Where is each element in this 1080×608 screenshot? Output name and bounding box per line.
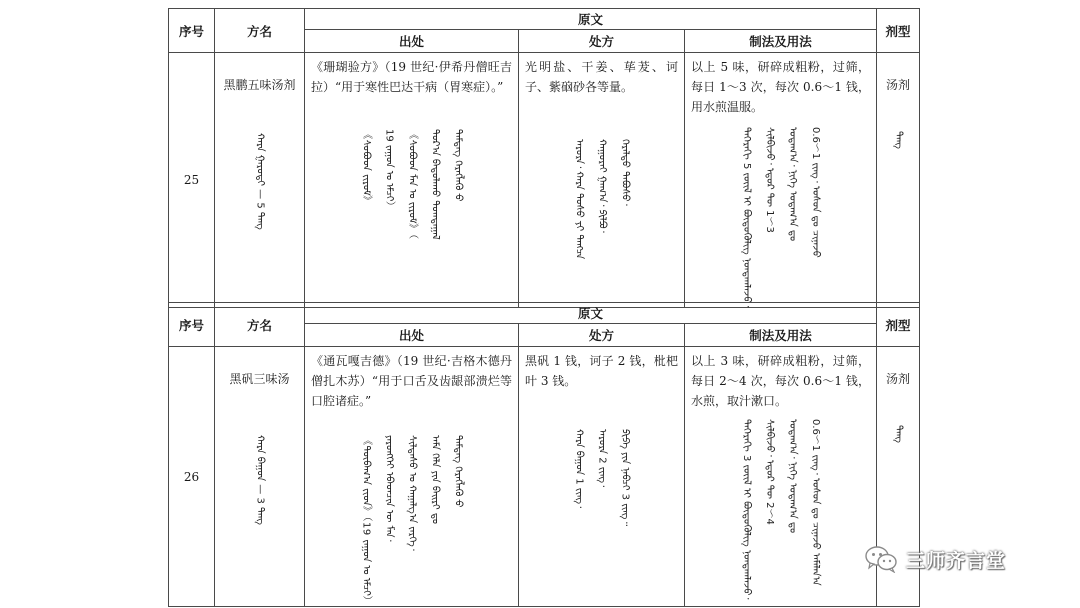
wechat-watermark [864, 545, 1006, 573]
row-form-cn: 汤剂 [885, 78, 910, 92]
row-prescription-cell [519, 53, 685, 308]
header-preparation: 制法及用法 [685, 30, 877, 53]
header-name: 方名 [215, 303, 305, 347]
row-form-cn: 汤剂 [885, 372, 910, 386]
row-source-cell [305, 347, 519, 607]
row-preparation-cell [685, 53, 877, 308]
row-source-mn-line: ᠲᠡᠮᠳᠡᠭ ᠬᠡᠷᠡᠭᠯᠡᠬᠦ ᠊ᠦ [452, 129, 464, 202]
row-prescription-cell [519, 347, 685, 607]
row-source-mn-block [305, 99, 518, 240]
row-prescription-cn: 光明盐、干姜、荜茇、诃子、紫硇砂各等量。 [525, 60, 678, 94]
row-source-mn-line: 《ᠰᠣᠪᠤᠳ ᠮᠡᠨ ᠤ ᠵᠢᠷᠦᠮ》（ [406, 129, 418, 240]
row-preparation-mn-line: 0.6～1 ᠵᠢᠩ᠂ ᠤᠰᠤᠨ ᠳᠤ ᠴᠢᠨᠠᠵᠤ ᠠᠮᠠᠯᠠᠨ᠎ᠠ [810, 419, 821, 586]
row-preparation-mn-line: ᠳᠡᠭᠡᠷᠡᠬᠢ 5 ᠵᠦᠢᠯ ᠢ ᠪᠦᠳᠦᠭᠦᠯᠢᠭ ᠨᠤᠨᠳᠠᠭᠯᠠᠵᠤ᠂ [741, 127, 752, 308]
row-name-cn: 黑矾三味汤 [229, 372, 290, 386]
table-row [169, 53, 920, 308]
row-name-mn: ᠬᠠᠷᠠ ᠭᠠᠷᠤᠳᠢ — 5 ᠲᠠᠩ [254, 133, 266, 230]
row-source-mn-line: ᠶᠡᠷᠦᠩᠬᠡᠢ ᠡᠪᠡᠳᠴᠢᠨ ᠦ ᠮᠡᠨ᠂ [383, 435, 395, 542]
header-form: 剂型 [877, 303, 920, 347]
row-source-mn-line: 19 ᠵᠠᠭᠤᠨ ᠤ ᠡᠮᠴᠢ） [383, 129, 395, 212]
header-original: 原文 [305, 303, 877, 324]
header-form: 剂型 [877, 9, 920, 53]
row-source-cell [305, 53, 519, 308]
row-preparation-mn-line: ᠰᠢᠯᠪᠢᠵᠦ᠂ ᠡᠳᠦᠷ ᠲᠦ 2～4 [764, 419, 775, 525]
header-preparation: 制法及用法 [685, 324, 877, 347]
header-seq: 序号 [169, 303, 215, 347]
row-prescription-cn: 黑矾 1 钱，诃子 2 钱，枇杷叶 3 钱。 [525, 354, 678, 388]
row-seq: 26 [169, 347, 215, 607]
row-source-mn-line: ᠳᠤᠷ᠎ᠠ ᠪᠠᠲᠤᠯᠠᠬᠤ ᠲᠣᠭᠲᠠᠭᠠᠯ [429, 129, 441, 240]
row-source-cn: 《珊瑚验方》（19 世纪·伊希丹僧旺吉拉）“用于寒性巴达干病（胃寒症）。” [311, 60, 512, 94]
header-seq: 序号 [169, 9, 215, 53]
formula-table-26 [168, 302, 920, 607]
row-prescription-mn-line: ᠠᠷᠤᠷᠠ 2 ᠵᠢᠩ᠂ [596, 429, 608, 488]
row-name-cn: 黑鹏五味汤剂 [223, 78, 296, 92]
row-name-mn: ᠬᠠᠷᠠ ᠪᠠᠭᠤᠨ — 3 ᠲᠠᠩ [254, 435, 266, 525]
row-form-mn: ᠲᠠᠩ [893, 131, 904, 149]
header-source: 出处 [305, 30, 519, 53]
row-preparation-mn-block [685, 413, 876, 599]
row-source-mn-line: ᠰᠢᠯᠳᠡᠰᠦ ᠤ ᠬᠠᠭᠠᠯᠭ᠎ᠠ ᠵᠡᠷᠭᠡ᠂ [406, 435, 418, 551]
table-row [169, 347, 920, 607]
row-name-mn-block [215, 97, 304, 230]
row-source-mn-line: 《ᠰᠣᠪᠤᠳ ᠵᠢᠷᠦᠮ》 [360, 129, 372, 207]
header-original: 原文 [305, 9, 877, 30]
row-prescription-mn-line: ᠫᠢᠫᠠ ᠶᠢᠨ ᠨᠠᠪᠴᠢ 3 ᠵᠢᠩ᠃ [619, 429, 631, 527]
row-preparation-cn: 以上 3 味，研碎成粗粉，过筛，每日 2～4 次，每次 0.6～1 钱，水煎，取汁漱口。 [691, 354, 870, 408]
row-source-mn-line: ᠠᠮᠠ ᠬᠡᠯᠡ ᠶᠢᠨ ᠪᠠᠢᠷᠢ ᠳᠤ [429, 435, 441, 524]
row-prescription-mn-line: ᠠᠷᠤᠷᠠ᠂ ᠬᠠᠷᠠ ᠲᠤᠰᠤ ᠊ᠶᠢ ᠲᠡᠩᠴᠡ [573, 139, 585, 260]
row-prescription-mn-block [519, 99, 684, 259]
row-seq: 25 [169, 53, 215, 308]
header-prescription: 处方 [519, 30, 685, 53]
header-name: 方名 [215, 9, 305, 53]
row-source-mn-block [305, 413, 518, 606]
row-prescription-mn-line: ᠭᠡᠷᠡᠯᠲᠦ ᠳᠠᠪᠤᠰᠤ᠂ [619, 139, 631, 206]
row-preparation-mn-line: ᠰᠢᠯᠪᠢᠵᠦ᠂ ᠡᠳᠦᠷ ᠲᠦ 1～3 [764, 127, 775, 233]
row-preparation-mn-line: ᠤᠳᠠᠭ᠎ᠠ᠂ ᠨᠢᠭᠡ ᠤᠳᠠᠭ᠎ᠠ ᠳᠤ [787, 127, 798, 242]
row-preparation-cn: 以上 5 味，研碎成粗粉，过筛，每日 1～3 次，每次 0.6～1 钱，用水煎温服。 [691, 60, 870, 114]
row-preparation-mn-block [685, 119, 876, 307]
row-source-cn: 《通瓦嘎吉德》（19 世纪·吉格木德丹僧扎木苏）“用于口舌及齿龈部溃烂等口腔诸症。” [311, 354, 512, 408]
row-source-mn-line: ᠲᠡᠮᠳᠡᠭ ᠬᠡᠷᠡᠭᠯᠡᠬᠦ ᠊ᠦ [452, 435, 464, 508]
formula-table-25 [168, 8, 920, 308]
row-prescription-mn-block [519, 393, 684, 526]
row-preparation-mn-line: ᠳᠡᠭᠡᠷᠡᠬᠢ 3 ᠵᠦᠢᠯ ᠢ ᠪᠦᠳᠦᠭᠦᠯᠢᠭ ᠨᠤᠨᠳᠠᠭᠯᠠᠵᠤ᠂ [741, 419, 752, 600]
row-preparation-cell [685, 347, 877, 607]
row-form-mn: ᠲᠠᠩ [893, 425, 904, 443]
header-source: 出处 [305, 324, 519, 347]
wechat-icon [864, 545, 898, 573]
row-form-cell [877, 53, 920, 308]
row-source-mn-line: 《ᠲᠦᠪᠠᠭ᠎ᠠ ᠵᠢᠳ》（19 ᠵᠠᠭᠤᠨ ᠤ ᠡᠮᠴᠢ） [360, 435, 372, 607]
row-name-cell [215, 53, 305, 308]
row-preparation-mn-line: 0.6～1 ᠵᠢᠩ᠂ ᠤᠰᠤᠨ ᠳᠤ ᠴᠢᠨᠠᠵᠤ [810, 127, 821, 258]
row-name-mn-block [215, 391, 304, 525]
row-preparation-mn-line: ᠤᠳᠠᠭ᠎ᠠ᠂ ᠨᠢᠭᠡ ᠤᠳᠠᠭ᠎ᠠ ᠳᠤ [787, 419, 798, 534]
watermark-text: 三师齐言堂 [906, 549, 1007, 572]
row-prescription-mn-line: ᠬᠠᠷᠠ ᠪᠠᠭᠤᠨ 1 ᠵᠢᠩ᠂ [573, 429, 585, 509]
row-form-mn-block [877, 391, 919, 443]
row-prescription-mn-line: ᠬᠠᠭᠤᠷᠠᠢ ᠭᠠᠭ᠎ᠠ᠂ ᠫᠢᠯᠫᠣ᠂ [596, 139, 608, 233]
row-name-cell [215, 347, 305, 607]
row-form-mn-block [877, 97, 919, 149]
header-prescription: 处方 [519, 324, 685, 347]
